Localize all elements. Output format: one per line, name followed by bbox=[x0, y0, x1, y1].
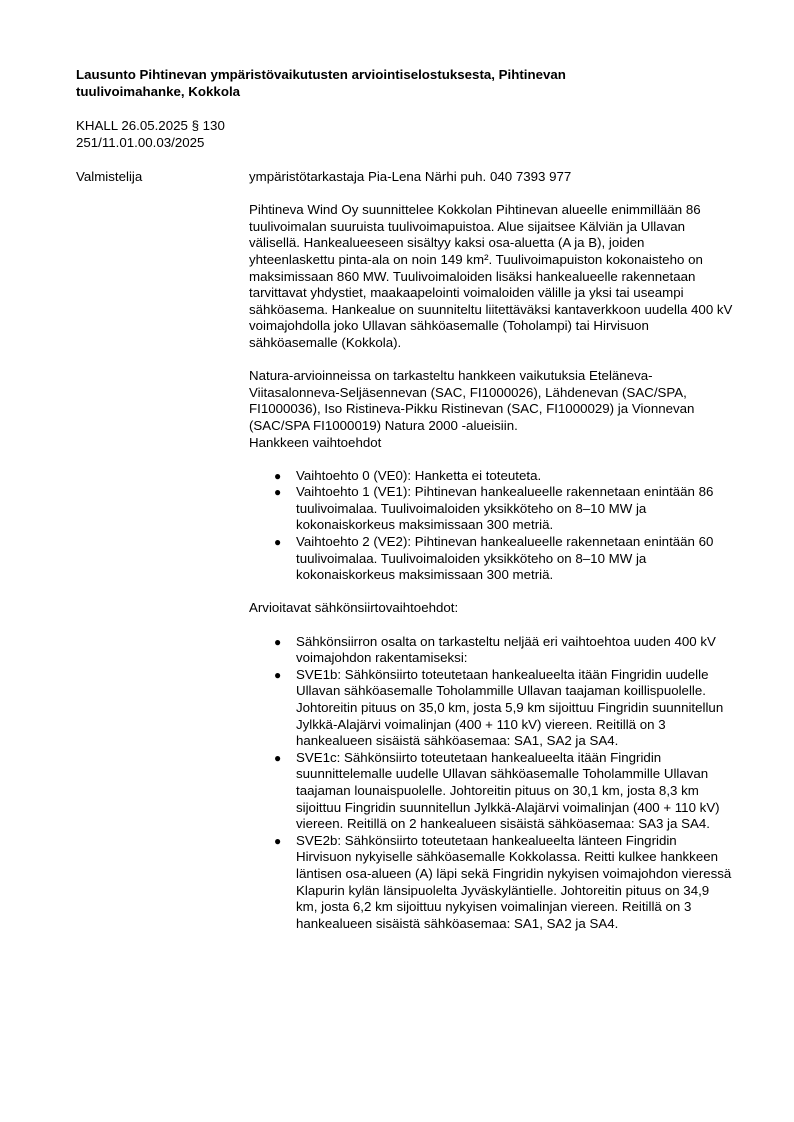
bullet-icon: ● bbox=[274, 485, 282, 500]
bullet-icon: ● bbox=[274, 535, 282, 550]
list-item-text: Vaihtoehto 0 (VE0): Hanketta ei toteuteta. bbox=[296, 467, 542, 483]
transmission-list bbox=[249, 634, 733, 933]
body-column bbox=[249, 169, 733, 932]
list-item bbox=[249, 634, 733, 667]
list-item-text: SVE1c: Sähkönsiirto toteutetaan hankealueelta itään Fingridin suunnittelemalle uudelle Ullavan sähköasemalle Toholammille Ullavan taajaman lounaispuolelle. Johtoreitin pituus on 30,1 km, josta 8,3 km sijoittuu Fingridin suunnitellun Jylkkä-Alajärvi voimalinjan (400 + 110 kV) viereen. Reitillä on 2 hankealueen sisäistä sähköasemaa: SA3 ja SA4. bbox=[296, 749, 720, 832]
list-item bbox=[249, 534, 733, 584]
transmission-heading: Arvioitavat sähkönsiirtovaihtoehdot: bbox=[249, 600, 459, 616]
list-item-text: Vaihtoehto 2 (VE2): Pihtinevan hankealueelle rakennetaan enintään 60 tuulivoimalaa. Tuulivoimaloiden yksikköteho on 8–10 MW ja kokonaiskorkeus maksimissaan 300 metriä. bbox=[296, 534, 714, 583]
list-item-text: SVE1b: Sähkönsiirto toteutetaan hankealueelta itään Fingridin uudelle Ullavan sähköasemalle Toholammille Ullavan taajaman koillispuolelle. Johtoreitin pituus on 35,0 km, josta 5,9 km sijoittuu Fingridin suunnitellun Jylkkä-Alajärvi voimalinjan (400 + 110 kV) viereen. Reitillä on 3 hankealueen sisäistä sähköasemaa: SA1, SA2 ja SA4. bbox=[296, 666, 724, 749]
paragraph-project-description: Pihtineva Wind Oy suunnittelee Kokkolan Pihtinevan alueelle enimmillään 86 tuulivoimalan suuruista tuulivoimapuistoa. Alue sijaitsee Kälviän ja Ullavan välisellä. Hankealueeseen sisältyy kaksi osa-aluetta (A ja B), joiden yhteenlaskettu pinta-ala on noin 149 km². Tuulivoimapuiston kokonaisteho on maksimissaan 860 MW. Tuulivoimaloiden lisäksi hankealueelle rakennetaan tarvittavat yhdystiet, maakaapelointi voimaloiden välille ja yksi tai useampi sähköasema. Hankealue on suunniteltu liitettäväksi kantaverkkoon uudella 400 kV voimajohdolla joko Ullavan sähköasemalle (Toholampi) tai Hirvisuon sähköasemalle (Kokkola). bbox=[249, 202, 733, 350]
document-title: Lausunto Pihtinevan ympäristövaikutusten arviointiselostuksesta, Pihtinevan tuulivoimahanke, Kokkola bbox=[76, 67, 566, 99]
list-item-text: Vaihtoehto 1 (VE1): Pihtinevan hankealueelle rakennetaan enintään 86 tuulivoimalaa. Tuulivoimaloiden yksikköteho on 8–10 MW ja kokonaiskorkeus maksimissaan 300 metriä. bbox=[296, 484, 714, 533]
list-item bbox=[249, 468, 733, 485]
reference-block bbox=[76, 118, 476, 151]
list-item-text: Sähkönsiirron osalta on tarkasteltu neljää eri vaihtoehtoa uuden 400 kV voimajohdon rakentamiseksi: bbox=[296, 633, 716, 666]
list-item bbox=[249, 667, 733, 750]
record-number: 251/11.01.00.03/2025 bbox=[76, 134, 205, 150]
bullet-icon: ● bbox=[274, 750, 282, 765]
paragraph-natura: Natura-arvioinneissa on tarkasteltu hankkeen vaikutuksia Eteläneva-Viitasalonneva-Seljäsennevan (SAC, FI1000026), Lähdenevan (SAC/SPA, FI1000036), Iso Ristineva-Pikku Ristinevan (SAC, FI1000029) ja Vionnevan (SAC/SPA FI1000019) Natura 2000 -alueisiin. bbox=[249, 368, 695, 433]
alternatives-heading: Hankkeen vaihtoehdot bbox=[249, 434, 382, 450]
list-item bbox=[249, 833, 733, 933]
bullet-icon: ● bbox=[274, 468, 282, 483]
bullet-icon: ● bbox=[274, 634, 282, 649]
bullet-icon: ● bbox=[274, 667, 282, 682]
list-item bbox=[249, 484, 733, 534]
list-item-text: SVE2b: Sähkönsiirto toteutetaan hankealueelta länteen Fingridin Hirvisuon nykyiselle sähköasemalle Kokkolassa. Reitti kulkee hankkeen läntisen osa-alueen (A) läpi sekä Fingridin nykyisen voimajohdon vieressä Klapurin kylän länsipuolelta Jyväskyläntielle. Johtoreitin pituus on 34,9 km, josta 6,2 km sijoittuu nykyisen voimalinjan viereen. Reitillä on 3 hankealueen sisäistä sähköasemaa: SA1, SA2 ja SA4. bbox=[296, 832, 732, 931]
list-item bbox=[249, 750, 733, 833]
meeting-reference: KHALL 26.05.2025 § 130 bbox=[76, 118, 225, 133]
preparer-label: Valmistelija bbox=[76, 169, 143, 184]
bullet-icon: ● bbox=[274, 833, 282, 848]
alternatives-list bbox=[249, 468, 733, 584]
preparer-value: ympäristötarkastaja Pia-Lena Närhi puh. 040 7393 977 bbox=[249, 169, 572, 184]
